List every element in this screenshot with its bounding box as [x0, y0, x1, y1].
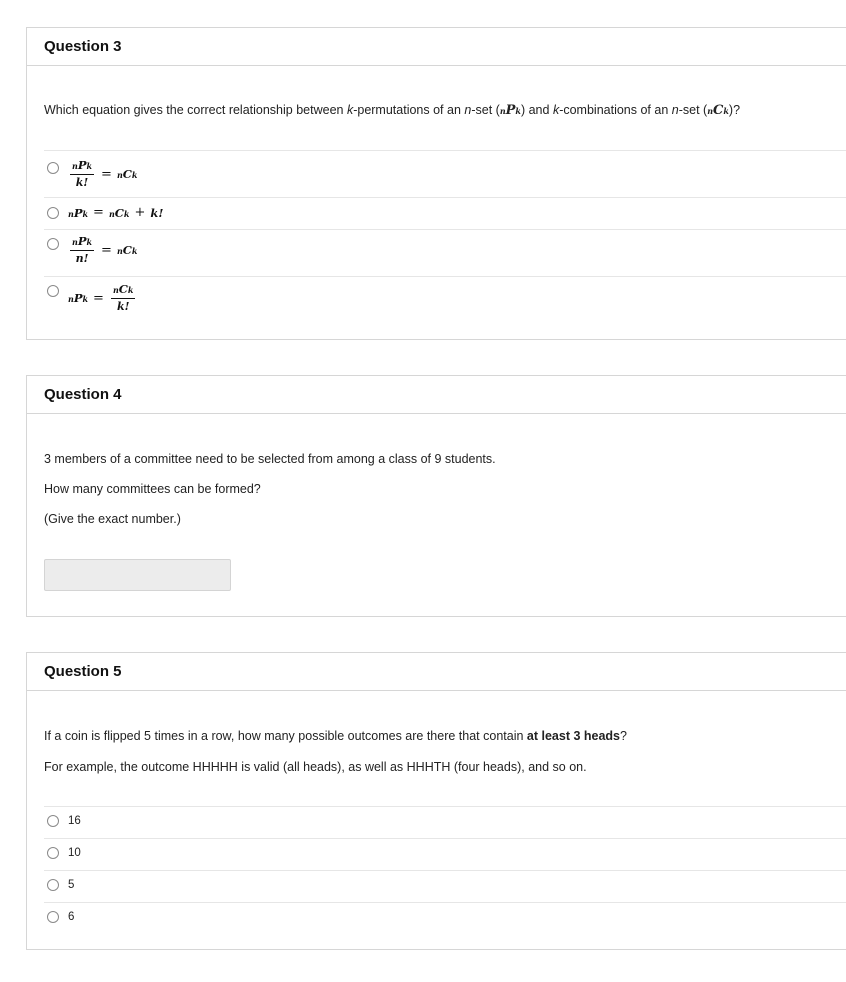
q5-option-2-radio[interactable] — [47, 847, 59, 859]
divider — [44, 902, 846, 903]
q5-option-1-radio[interactable] — [47, 815, 59, 827]
q5-option-3-label: 5 — [68, 879, 75, 891]
q5-option-3-radio[interactable] — [47, 879, 59, 891]
question-3-header — [27, 28, 846, 66]
q3-option-b[interactable] — [47, 205, 163, 220]
question-5-card — [26, 652, 846, 950]
q5-option-2-label: 10 — [68, 847, 81, 859]
answer-input[interactable] — [44, 559, 231, 591]
q5-option-4[interactable] — [47, 911, 74, 923]
npk-symbol: nPk — [499, 103, 521, 118]
question-5-line-2: For example, the outcome HHHHH is valid (all heads), as well as HHHTH (four heads), and so on. — [44, 760, 587, 774]
q3-option-d-formula: nPk = $\frac{\text{nCk}}{k!}$ — [68, 282, 134, 313]
q5-option-4-label: 6 — [68, 911, 75, 923]
question-4-line-3: (Give the exact number.) — [44, 512, 181, 526]
q3-option-d[interactable] — [47, 283, 137, 313]
q5-option-1-label: 16 — [68, 815, 81, 827]
q5-option-1[interactable] — [47, 815, 81, 827]
divider — [44, 838, 846, 839]
q3-option-c-radio[interactable] — [47, 238, 59, 250]
question-5-header — [27, 653, 846, 691]
q3-option-a-formula: $\frac{\text{nPk}}{k!}$ = nCk — [72, 158, 138, 189]
question-4-line-2: How many committees can be formed? — [44, 482, 261, 496]
q3-option-b-formula: nPk = nCk + k! — [68, 205, 164, 220]
q3-option-c-formula: $\frac{\text{nPk}}{n!}$ = nCk — [72, 234, 138, 265]
divider — [44, 276, 846, 277]
question-3-prompt: Which equation gives the correct relationship between k-permutations of an n-set (nPk) and k-combinations of an n-set (nCk)? — [44, 103, 741, 118]
question-4-header — [27, 376, 846, 414]
q5-option-4-radio[interactable] — [47, 911, 59, 923]
divider — [44, 229, 846, 230]
q3-option-c[interactable] — [47, 235, 137, 265]
question-5-line-1: If a coin is flipped 5 times in a row, how many possible outcomes are there that contain at least 3 heads? — [44, 729, 627, 743]
q3-option-d-radio[interactable] — [47, 285, 59, 297]
q3-option-a-radio[interactable] — [47, 162, 59, 174]
question-5-title: Question 5 — [44, 663, 122, 680]
divider — [44, 806, 846, 807]
question-3-card — [26, 27, 846, 340]
q3-option-a[interactable] — [47, 159, 137, 189]
question-4-line-1: 3 members of a committee need to be selected from among a class of 9 students. — [44, 452, 496, 466]
q5-option-3[interactable] — [47, 879, 74, 891]
q5-option-2[interactable] — [47, 847, 81, 859]
divider — [44, 197, 846, 198]
q3-option-b-radio[interactable] — [47, 207, 59, 219]
question-4-card — [26, 375, 846, 617]
divider — [44, 870, 846, 871]
divider — [44, 150, 846, 151]
question-4-title: Question 4 — [44, 386, 122, 403]
nck-symbol: nCk — [707, 103, 729, 118]
question-3-title: Question 3 — [44, 38, 122, 55]
